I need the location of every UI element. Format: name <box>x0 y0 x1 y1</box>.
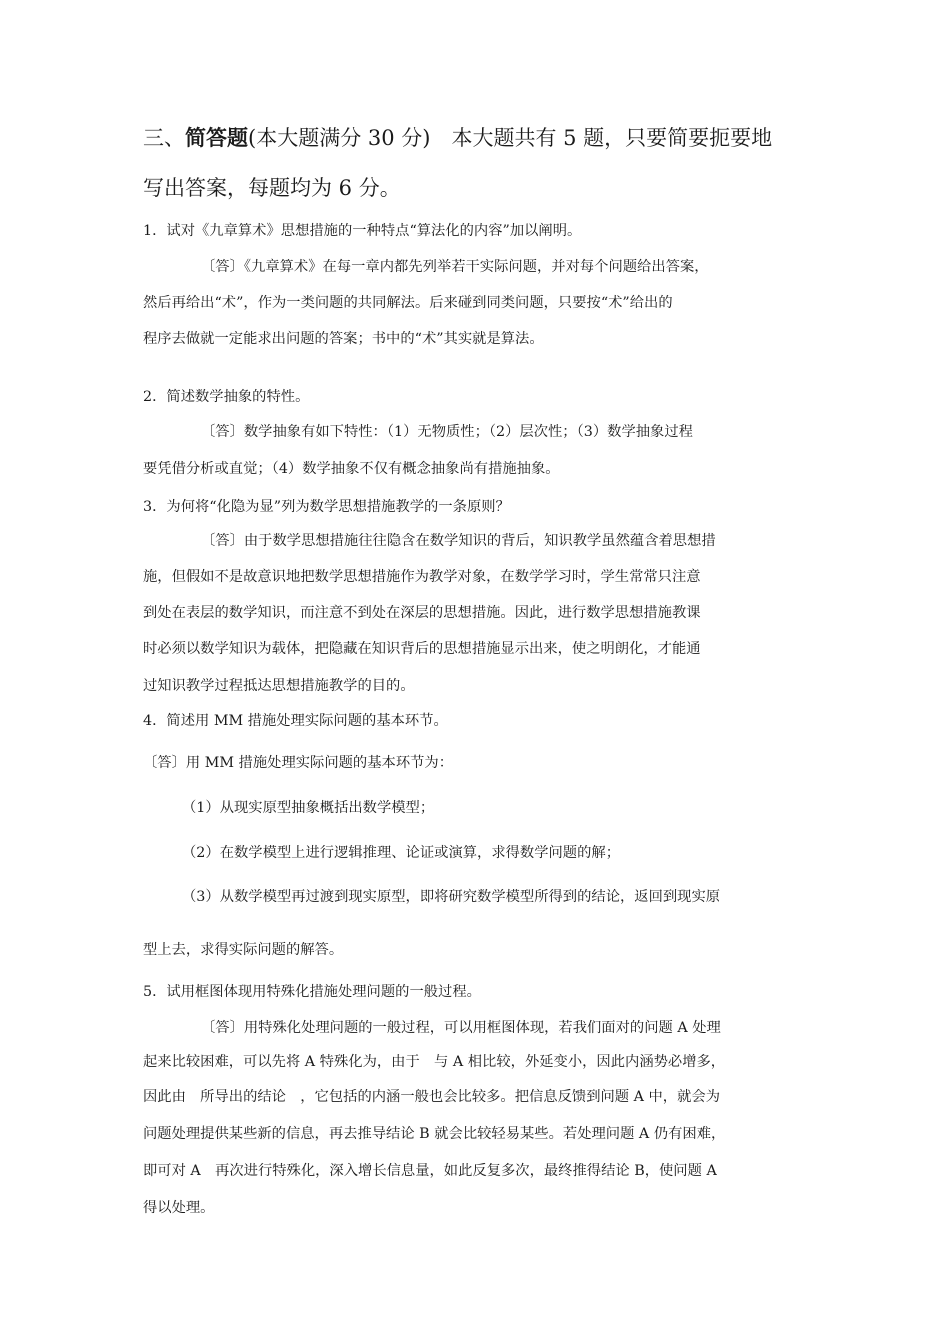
answer-3-line-3: 到处在表层的数学知识，而注意不到处在深层的思想措施。因此，进行数学思想措施教课 <box>143 605 701 621</box>
answer-5-line-4: 问题处理提供某些新的信息，再去推导结论 B 就会比较轻易某些。若处理问题 A 仍有困难， <box>143 1126 726 1142</box>
answer-5-line-1: 〔答〕用特殊化处理问题的一般过程，可以用框图体现，若我们面对的问题 A 处理 <box>201 1020 721 1036</box>
answer-4-step-3: （3）从数学模型再过渡到现实原型，即将研究数学模型所得到的结论，返回到现实原 <box>182 889 721 905</box>
answer-4-line-1: 〔答〕用 MM 措施处理实际问题的基本环节为： <box>143 755 454 771</box>
question-5: 5．试用框图体现用特殊化措施处理问题的一般过程。 <box>143 984 481 1000</box>
answer-4-step-1: （1）从现实原型抽象概括出数学模型； <box>182 800 435 816</box>
answer-4-step-2: （2）在数学模型上进行逻辑推理、论证或演算，求得数学问题的解； <box>182 845 620 861</box>
answer-3-line-4: 时必须以数学知识为载体，把隐藏在知识背后的思想措施显示出来，使之明朗化，才能通 <box>143 641 701 657</box>
answer-5-line-2: 起来比较困难，可以先将 A 特殊化为，由于 与 A 相比较，外延变小，因此内涵势必增多， <box>143 1054 726 1070</box>
question-3: 3．为何将“化隐为显”列为数学思想措施教学的一条原则？ <box>143 499 510 515</box>
section-title: 简答题 <box>185 125 248 150</box>
answer-5-line-5: 即可对 A 再次进行特殊化，深入增长信息量，如此反复多次，最终推得结论 B，使问题 A <box>143 1163 717 1179</box>
section-heading <box>143 122 772 152</box>
answer-3-line-5: 过知识教学过程抵达思想措施教学的目的。 <box>143 678 415 694</box>
answer-4-step-3-cont: 型上去，求得实际问题的解答。 <box>143 942 344 958</box>
answer-1-line-2: 然后再给出“术”，作为一类问题的共同解法。后来碰到同类问题，只要按“术”给出的 <box>143 295 673 311</box>
answer-1-line-1: 〔答〕《九章算术》在每一章内都先列举若干实际问题，并对每个问题给出答案， <box>201 259 709 275</box>
section-intro-line-1: (本大题满分 30 分) 本大题共有 5 题，只要简要扼要地 <box>248 126 773 150</box>
answer-3-line-1: 〔答〕由于数学思想措施往往隐含在数学知识的背后，知识教学虽然蕴含着思想措 <box>201 533 716 549</box>
answer-2-line-1: 〔答〕数学抽象有如下特性：（1）无物质性；（2）层次性；（3）数学抽象过程 <box>201 424 693 440</box>
answer-5-line-3: 因此由 所导出的结论 ，它包括的内涵一般也会比较多。把信息反馈到问题 A 中，就会为 <box>143 1089 720 1105</box>
question-4: 4．简述用 MM 措施处理实际问题的基本环节。 <box>143 713 448 729</box>
question-1: 1．试对《九章算术》思想措施的一种特点“算法化的内容”加以阐明。 <box>143 223 582 239</box>
answer-1-line-3: 程序去做就一定能求出问题的答案；书中的“术”其实就是算法。 <box>143 331 544 347</box>
answer-5-line-6: 得以处理。 <box>143 1200 215 1216</box>
question-2: 2．简述数学抽象的特性。 <box>143 389 310 405</box>
answer-2-line-2: 要凭借分析或直觉；（4）数学抽象不仅有概念抽象尚有措施抽象。 <box>143 461 560 477</box>
section-prefix: 三、 <box>143 126 185 150</box>
section-intro-line-2: 写出答案，每题均为 6 分。 <box>143 176 401 200</box>
answer-3-line-2: 施，但假如不是故意识地把数学思想措施作为教学对象，在数学学习时，学生常常只注意 <box>143 569 701 585</box>
